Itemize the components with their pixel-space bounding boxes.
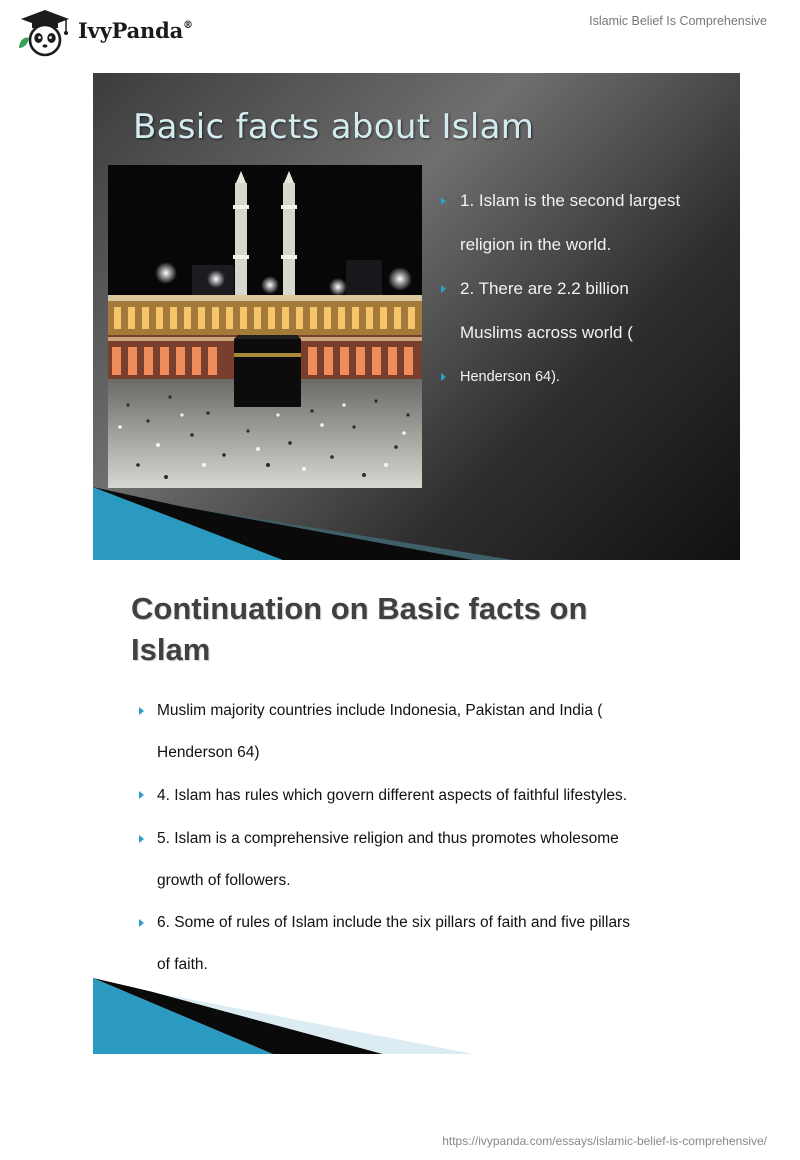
slide-title-line: Continuation on Basic facts on [131, 591, 588, 626]
triangle-bullet-icon [441, 285, 446, 293]
bullet-line: 1. Islam is the second largest [460, 191, 681, 210]
list-item [139, 774, 729, 818]
slide1-bullet-list [441, 179, 731, 399]
list-item [441, 267, 731, 355]
bullet-line: Muslim majority countries include Indonesia, Pakistan and India ( [157, 702, 603, 719]
slide-swoosh-decoration [93, 480, 740, 560]
triangle-bullet-icon [139, 835, 144, 843]
slide2-bullet-list [139, 690, 729, 986]
bullet-line: Henderson 64) [157, 744, 260, 761]
list-item [139, 690, 729, 774]
triangle-bullet-icon [441, 197, 446, 205]
triangle-bullet-icon [139, 791, 144, 799]
bullet-line: of faith. [157, 956, 208, 973]
ivypanda-logo[interactable] [16, 8, 206, 58]
bullet-line: 4. Islam has rules which govern different aspects of faithful lifestyles. [157, 787, 628, 804]
source-url[interactable]: https://ivypanda.com/essays/islamic-belief-is-comprehensive/ [442, 1134, 767, 1148]
slide-continuation [93, 560, 740, 1054]
document-title: Islamic Belief Is Comprehensive [589, 14, 767, 28]
slide-title-line: Islam [131, 632, 211, 667]
panda-graduate-icon [16, 8, 74, 58]
bullet-line: growth of followers. [157, 872, 291, 889]
slide-swoosh-decoration [93, 974, 740, 1054]
triangle-bullet-icon [139, 707, 144, 715]
bullet-line: Muslims across world ( [460, 323, 633, 342]
triangle-bullet-icon [441, 373, 446, 381]
slide-title: Basic facts about Islam [133, 107, 535, 147]
list-item [441, 179, 731, 267]
list-item [139, 818, 729, 902]
brand-name: IvyPanda® [78, 18, 193, 43]
bullet-line: Henderson 64). [460, 369, 560, 385]
slide-basic-facts [93, 73, 740, 560]
kaaba-photo [108, 165, 422, 488]
bullet-line: religion in the world. [460, 235, 612, 254]
list-item [441, 355, 731, 399]
bullet-line: 6. Some of rules of Islam include the six pillars of faith and five pillars [157, 914, 630, 931]
triangle-bullet-icon [139, 919, 144, 927]
bullet-line: 5. Islam is a comprehensive religion and thus promotes wholesome [157, 830, 619, 847]
slide-title [131, 588, 691, 670]
bullet-line: 2. There are 2.2 billion [460, 279, 629, 298]
